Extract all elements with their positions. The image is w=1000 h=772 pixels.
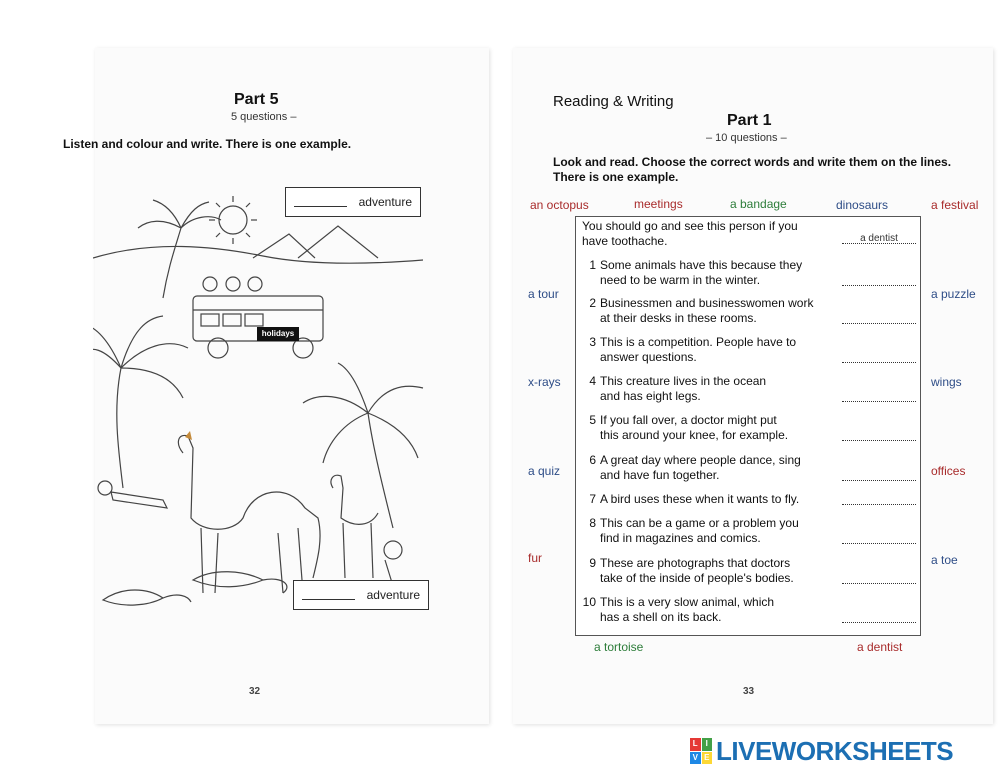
answer-line-9[interactable]: [842, 571, 916, 584]
part-subtitle: – 10 questions –: [706, 132, 787, 144]
answer-line-1[interactable]: [842, 273, 916, 286]
word-a-dentist[interactable]: a dentist: [857, 640, 903, 654]
pyramids: [253, 226, 378, 258]
answer-line-4[interactable]: [842, 389, 916, 402]
palm-tree-right: [303, 363, 423, 528]
page-number-left: 32: [249, 686, 261, 697]
camel-small: [331, 475, 378, 578]
jeep: [193, 277, 323, 358]
answer-line-3[interactable]: [842, 350, 916, 363]
example-answer: a dentist: [842, 231, 916, 244]
word-a-bandage[interactable]: a bandage: [730, 197, 787, 211]
word-a-puzzle[interactable]: a puzzle: [931, 287, 976, 301]
word-meetings[interactable]: meetings: [634, 197, 683, 211]
instruction: Listen and colour and write. There is one example.: [63, 137, 352, 151]
liveworksheets-logo[interactable]: [690, 736, 953, 766]
answer-box-bottom-text: adventure: [366, 588, 420, 602]
sun-icon: [209, 196, 257, 244]
part-subtitle: 5 questions –: [231, 111, 297, 123]
answer-blank[interactable]: [302, 591, 355, 600]
word-x-rays[interactable]: x-rays: [528, 375, 561, 389]
part-title: Part 5: [234, 91, 279, 108]
palm-tree-left: [93, 316, 188, 488]
example-row: [576, 219, 920, 251]
word-dinosaurs[interactable]: dinosaurs: [836, 198, 889, 212]
page-number-right: 33: [743, 686, 755, 697]
word-a-festival[interactable]: a festival: [931, 198, 979, 212]
jeep-label: holidays: [257, 327, 299, 341]
word-wings[interactable]: wings: [931, 375, 962, 389]
part-title: Part 1: [727, 112, 772, 129]
right-page: [513, 48, 993, 724]
instruction-line1: Look and read. Choose the correct words and write them on the lines.: [553, 155, 952, 169]
logo-blocks-icon: L I V E: [690, 738, 712, 764]
resting-man: [98, 481, 167, 508]
left-page: [63, 48, 489, 724]
camel-large: [178, 435, 320, 593]
answer-line-7[interactable]: [842, 492, 916, 505]
answer-line-5[interactable]: [842, 428, 916, 441]
word-an-octopus[interactable]: an octopus: [530, 198, 589, 212]
word-a-tortoise[interactable]: a tortoise: [594, 640, 644, 654]
example-line2: have toothache.: [582, 234, 668, 248]
word-fur[interactable]: fur: [528, 551, 543, 565]
instruction-line2: There is one example.: [553, 170, 679, 184]
answer-box-top-text: adventure: [358, 195, 412, 209]
example-line1: You should go and see this person if you: [582, 219, 798, 233]
word-offices[interactable]: offices: [931, 464, 966, 478]
lizards: [103, 572, 287, 605]
palm-tree-back: [138, 200, 221, 298]
answer-line-2[interactable]: [842, 311, 916, 324]
logo-text: LIVEWORKSHEETS: [716, 735, 954, 766]
question-box: You should go and see this person if you have toothache. a dentist 1 Some animals have this because they need to be warm in the winter. 2 Businessmen and businesswomen work at their desks in these rooms. 3 This is a competition. People have to answer questions. 4 This creature lives in the ocean and has eight legs. 5 If you fall over, a doctor might put this around your knee, for example. 6 A great day where people dance, sing and have fun together. 7 A bird uses these when it wants to fly. 8 This can be a game or a problem you find in magazines and comics. 9 These are photographs that doctors take of the inside of people's bodies. 10 This is a very slow animal, which has a shell on its back.: [575, 216, 921, 636]
word-a-tour[interactable]: a tour: [528, 287, 559, 301]
answer-line-6[interactable]: [842, 468, 916, 481]
answer-line-10[interactable]: [842, 610, 916, 623]
word-a-toe[interactable]: a toe: [931, 553, 958, 567]
answer-line-8[interactable]: [842, 531, 916, 544]
camel-scene-illustration: [93, 188, 433, 638]
word-a-quiz[interactable]: a quiz: [528, 464, 561, 478]
section-title: Reading & Writing: [553, 93, 674, 110]
answer-box-bottom[interactable]: [293, 580, 429, 610]
